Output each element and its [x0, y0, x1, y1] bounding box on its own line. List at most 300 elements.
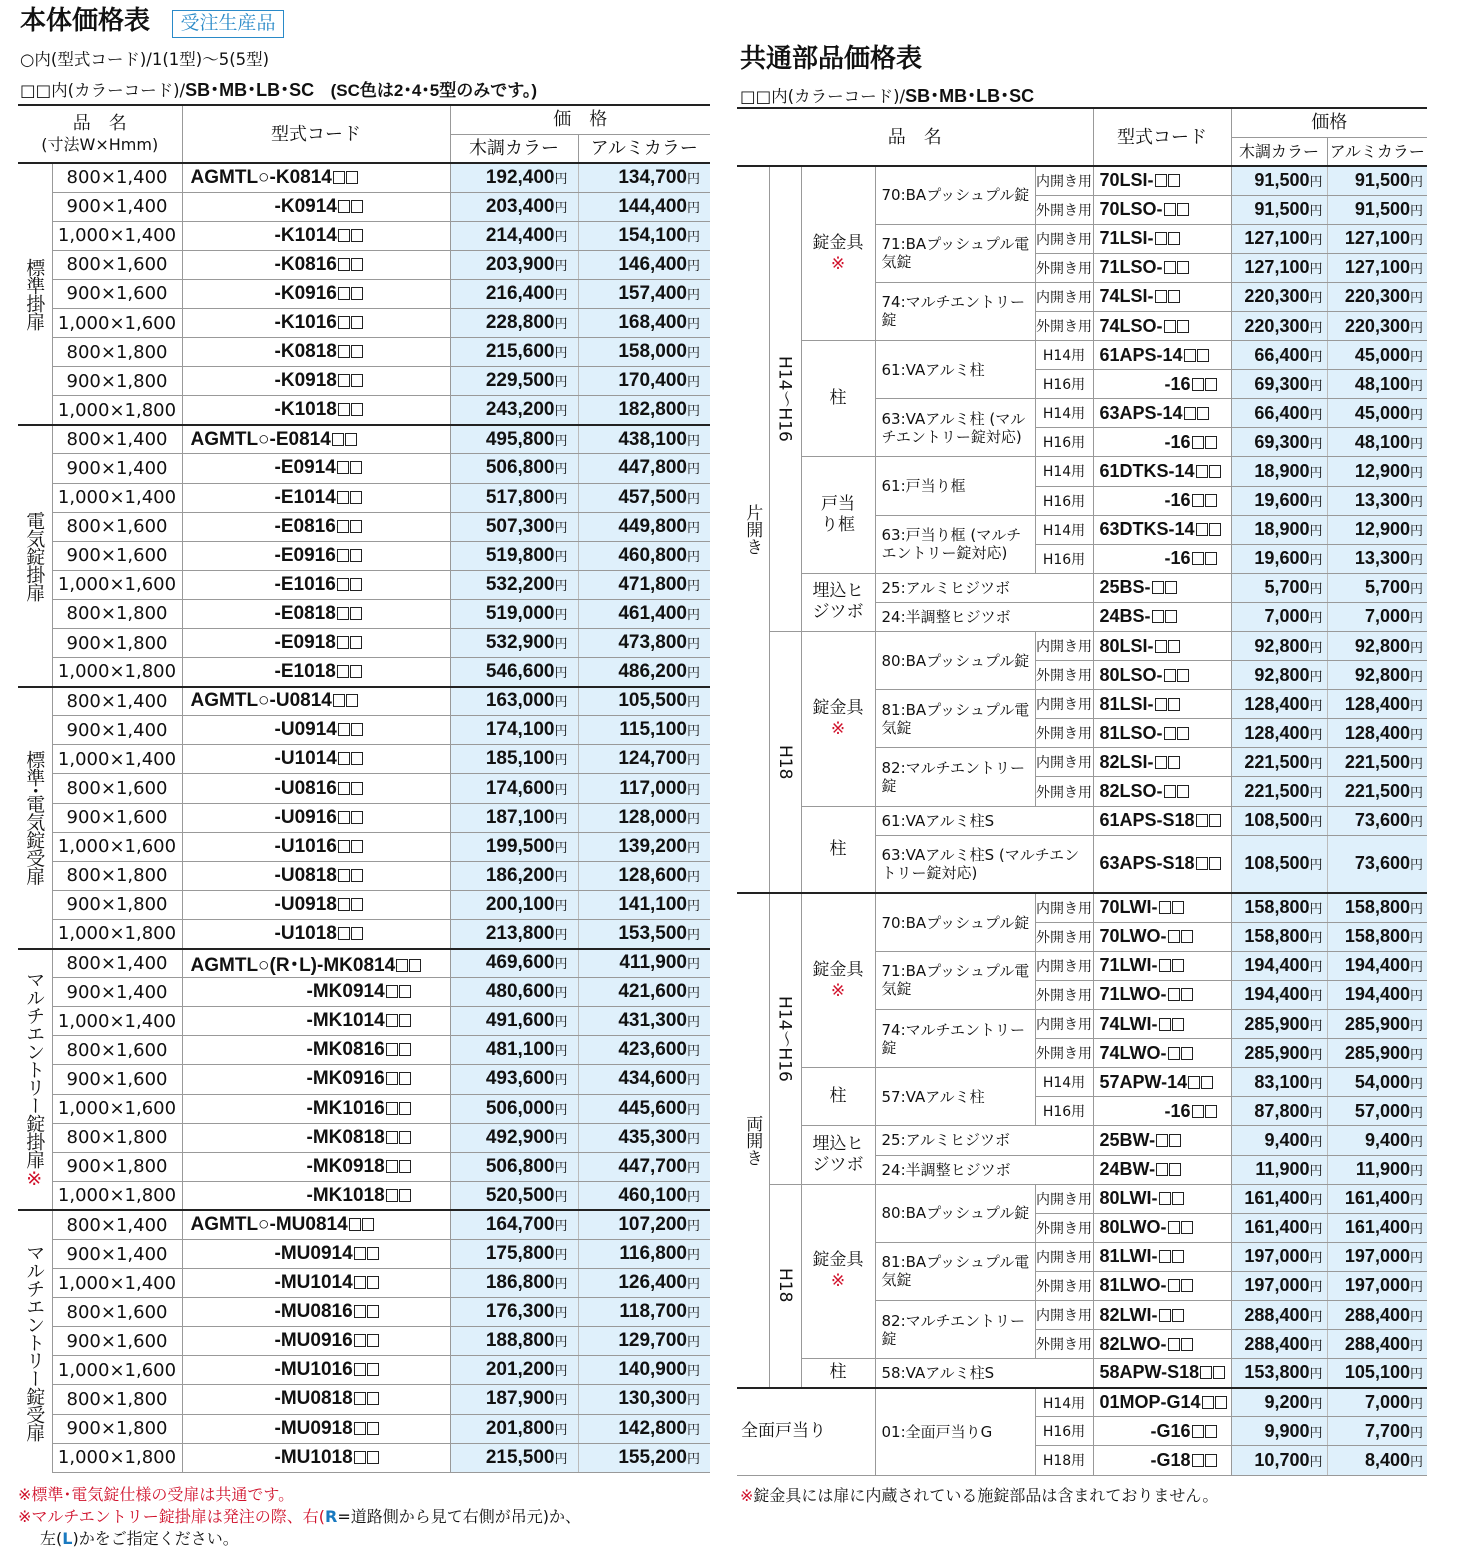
alum-price-cell: [1327, 1039, 1427, 1068]
type-code-cell: [1093, 544, 1231, 573]
price-value: 69,300: [1254, 431, 1310, 452]
alum-price-cell: [1327, 835, 1427, 893]
type-code-cell: [182, 978, 450, 1007]
type-code-cell: [1093, 253, 1231, 282]
wood-price-cell: [450, 949, 578, 978]
price-value: 127,100: [1344, 228, 1410, 249]
yen-unit: 円: [1409, 1017, 1423, 1033]
wood-price-cell: [450, 1269, 578, 1298]
category-label: [18, 687, 52, 949]
part-name: 01:全面戸当りG: [875, 1388, 1035, 1475]
color-code-box: [1172, 1309, 1184, 1322]
yen-unit: 円: [1309, 1017, 1323, 1033]
alum-price-cell: [1327, 253, 1427, 282]
size-cell: 1,000×1,800: [52, 1181, 182, 1210]
alum-price-cell: [1327, 1184, 1427, 1213]
lock-label: 錠金具: [812, 697, 864, 718]
wood-price-cell: [1231, 1359, 1327, 1388]
wood-price-cell: [1231, 922, 1327, 951]
color-code-box: [354, 1422, 366, 1435]
part-name: 61:VAアルミ柱S: [875, 806, 1093, 835]
yen-unit: 円: [554, 228, 568, 244]
size-cell: 800×1,800: [52, 1385, 182, 1414]
type-code-cell: [182, 483, 450, 512]
price-value: 12,900: [1354, 460, 1410, 481]
color-code-box: [1172, 901, 1184, 914]
wood-price-cell: [1231, 486, 1327, 515]
price-value: 158,800: [1344, 897, 1410, 918]
type-code-cell: [1093, 748, 1231, 777]
price-value: 128,400: [1244, 722, 1310, 743]
yen-unit: 円: [1309, 435, 1323, 451]
type-code-cell: [182, 1298, 450, 1327]
size-cell: 1,000×1,600: [52, 1094, 182, 1123]
price-value: 481,100: [485, 1039, 555, 1061]
table-row: [18, 687, 710, 716]
yen-unit: 円: [687, 577, 701, 593]
parts-row: [737, 893, 1427, 922]
size-cell: 800×1,400: [52, 163, 182, 192]
price-value: 188,800: [485, 1330, 555, 1352]
price-value: 175,800: [485, 1243, 555, 1265]
price-value: 9,900: [1264, 1420, 1310, 1441]
wood-price-cell: [450, 483, 578, 512]
table-row: [18, 716, 710, 745]
type-code-cell: [182, 1239, 450, 1268]
yen-unit: 円: [554, 810, 568, 826]
code-text: 80LSI-: [1099, 635, 1154, 656]
color-code-box: [1192, 494, 1204, 507]
price-value: 186,800: [485, 1272, 555, 1294]
yen-unit: 円: [554, 577, 568, 593]
color-code-box: [399, 1160, 411, 1173]
table-row: [18, 919, 710, 948]
wood-price-cell: [1231, 166, 1327, 195]
col-alum-color: アルミカラー: [578, 134, 710, 163]
yen-unit: 円: [687, 1276, 701, 1292]
color-code-box: [1164, 669, 1176, 682]
code-suffix: -MU0814: [269, 1214, 348, 1236]
size-cell: 900×1,800: [52, 629, 182, 658]
body-price-table: [18, 104, 710, 1473]
code-text: 24BW-: [1099, 1159, 1156, 1180]
color-code-box: [346, 171, 358, 184]
code-suffix: -E0916: [274, 544, 336, 566]
alum-price-cell: [1327, 690, 1427, 719]
type-code-cell: [182, 1152, 450, 1181]
color-code-box: [1165, 610, 1177, 623]
color-code-box: [351, 898, 363, 911]
size-cell: 1,000×1,400: [52, 745, 182, 774]
table-row: [18, 1356, 710, 1385]
alum-price-cell: [578, 861, 710, 890]
price-value: 11,900: [1255, 1159, 1310, 1180]
price-value: 69,300: [1254, 373, 1310, 394]
code-text: 71LSO-: [1099, 257, 1163, 278]
sub-label: 外開き用: [1035, 661, 1093, 690]
yen-unit: 円: [554, 636, 568, 652]
price-value: 115,100: [619, 719, 687, 741]
price-value: 18,900: [1254, 519, 1310, 540]
type-code-cell: [1093, 457, 1231, 486]
color-code-box: [1192, 378, 1204, 391]
price-value: 8,400: [1364, 1449, 1410, 1470]
zenmen-label: 全面戸当り: [737, 1388, 875, 1475]
alum-price-cell: [578, 308, 710, 337]
yen-unit: 円: [687, 781, 701, 797]
color-code-box: [409, 959, 421, 972]
wood-price-cell: [1231, 719, 1327, 748]
size-cell: 900×1,600: [52, 1065, 182, 1094]
price-value: 158,800: [1344, 926, 1410, 947]
price-value: 141,100: [618, 893, 687, 915]
table-row: [18, 1036, 710, 1065]
wood-price-cell: [450, 1152, 578, 1181]
price-value: 157,400: [618, 282, 687, 304]
price-value: 57,000: [1354, 1100, 1410, 1121]
type-code-cell: [1093, 486, 1231, 515]
color-code-box: [333, 171, 345, 184]
price-value: 221,500: [1244, 751, 1310, 772]
wood-price-cell: [1231, 893, 1327, 922]
code-text: 58APW-S18: [1099, 1362, 1200, 1383]
color-code-box: [1172, 1250, 1184, 1263]
table-row: [18, 541, 710, 570]
lock-label: 錠金具: [812, 232, 864, 253]
wood-price-cell: [1231, 253, 1327, 282]
type-code-cell: [1093, 1330, 1231, 1359]
alum-price-cell: [1327, 1330, 1427, 1359]
part-name: 70:BAプッシュプル錠: [875, 893, 1035, 951]
color-code-box: [1169, 1163, 1181, 1176]
alum-price-cell: [1327, 922, 1427, 951]
code-text: 80LWO-: [1099, 1217, 1167, 1238]
yen-unit: 円: [687, 1421, 701, 1437]
code-suffix: -MK1014: [306, 1010, 385, 1032]
wood-price-cell: [450, 1443, 578, 1472]
yen-unit: 円: [554, 286, 568, 302]
color-code-box: [367, 1247, 379, 1260]
yen-unit: 円: [554, 1421, 568, 1437]
wood-price-cell: [1231, 1388, 1327, 1417]
yen-unit: 円: [554, 1305, 568, 1321]
right-footnote: ※錠金具には扉に内蔵されている施錠部品は含まれておりません。: [740, 1486, 1219, 1505]
yen-unit: 円: [1409, 1221, 1423, 1237]
yen-unit: 円: [687, 257, 701, 273]
price-value: 285,900: [1244, 1013, 1310, 1034]
color-code-box: [367, 1392, 379, 1405]
yen-unit: 円: [554, 1101, 568, 1117]
code-suffix: -K0914: [274, 195, 337, 217]
price-value: 107,200: [618, 1214, 687, 1236]
color-code-box: [399, 1043, 411, 1056]
yen-unit: 円: [1409, 1075, 1423, 1091]
wood-price-cell: [450, 367, 578, 396]
alum-price-cell: [1327, 341, 1427, 370]
color-code-box: [337, 520, 349, 533]
alum-price-cell: [578, 1065, 710, 1094]
alum-price-cell: [578, 687, 710, 716]
part-name: 24:半調整ヒジツボ: [875, 1155, 1093, 1184]
type-code-cell: [1093, 311, 1231, 340]
color-code-box: [1215, 1396, 1227, 1409]
table-row: [18, 396, 710, 425]
price-value: 480,600: [485, 981, 555, 1003]
yen-unit: 円: [687, 1014, 701, 1030]
type-code-cell: [182, 163, 450, 192]
price-value: 285,900: [1344, 1042, 1410, 1063]
table-row: [18, 1181, 710, 1210]
code-text: 63DTKS-14: [1099, 519, 1195, 540]
price-value: 73,600: [1354, 853, 1410, 874]
code-text: 71LWO-: [1099, 984, 1167, 1005]
code-text: 81LSO-: [1099, 722, 1163, 743]
price-value: 285,900: [1244, 1042, 1310, 1063]
color-code-box: [338, 898, 350, 911]
size-cell: 1,000×1,400: [52, 221, 182, 250]
type-code-cell: [182, 1443, 450, 1472]
yen-unit: 円: [1309, 1133, 1323, 1149]
wood-price-cell: [450, 629, 578, 658]
yen-unit: 円: [687, 519, 701, 535]
parts-row: [737, 1184, 1427, 1213]
yen-unit: 円: [554, 752, 568, 768]
table-row: [18, 1007, 710, 1036]
alum-price-cell: [1327, 195, 1427, 224]
price-value: 421,600: [618, 981, 687, 1003]
yen-unit: 円: [554, 1188, 568, 1204]
alum-price-cell: [578, 338, 710, 367]
yen-unit: 円: [687, 810, 701, 826]
wood-price-cell: [450, 832, 578, 861]
alum-price-cell: [578, 1298, 710, 1327]
color-code-box: [1164, 785, 1176, 798]
post-label: 柱: [829, 1086, 847, 1107]
price-value: 457,500: [618, 486, 687, 508]
color-code-box: [367, 1422, 379, 1435]
color-code-box: [1155, 174, 1167, 187]
size-cell: 800×1,400: [52, 425, 182, 454]
color-code-box: [354, 1305, 366, 1318]
price-value: 73,600: [1354, 810, 1410, 831]
part-name: 82:マルチエントリー錠: [875, 748, 1035, 806]
color-code-box: [1192, 552, 1204, 565]
price-value: 134,700: [618, 166, 687, 188]
door-type-label: 片開き: [737, 166, 769, 893]
color-code-box: [1201, 1076, 1213, 1089]
price-value: 7,000: [1364, 606, 1410, 627]
color-code-box: [386, 1102, 398, 1115]
color-code-box: [1155, 232, 1167, 245]
yen-unit: 円: [554, 1072, 568, 1088]
alum-price-cell: [578, 367, 710, 396]
price-value: 7,000: [1264, 606, 1310, 627]
size-cell: 800×1,800: [52, 599, 182, 628]
yen-unit: 円: [554, 1450, 568, 1466]
part-name: 71:BAプッシュプル電気錠: [875, 951, 1035, 1009]
yen-unit: 円: [687, 286, 701, 302]
wood-price-cell: [450, 163, 578, 192]
code-text: -16: [1164, 373, 1191, 394]
alum-price-cell: [1327, 399, 1427, 428]
size-cell: 1,000×1,800: [52, 658, 182, 687]
sub-label: 外開き用: [1035, 1271, 1093, 1300]
type-code-cell: [182, 774, 450, 803]
wood-price-cell: [450, 1239, 578, 1268]
price-value: 127,100: [1344, 257, 1410, 278]
yen-unit: 円: [687, 1392, 701, 1408]
wood-price-cell: [1231, 1242, 1327, 1271]
type-code-note: ○内(型式コード)/1(1型)〜5(5型): [20, 50, 270, 69]
yen-unit: 円: [1409, 610, 1423, 626]
yen-unit: 円: [554, 868, 568, 884]
height-range-label: H14〜H16: [769, 893, 801, 1184]
color-code-box: [350, 578, 362, 591]
price-value: 460,100: [618, 1184, 687, 1206]
price-value: 54,000: [1354, 1071, 1410, 1092]
alum-price-cell: [578, 1152, 710, 1181]
price-value: 187,900: [485, 1388, 555, 1410]
alum-price-cell: [578, 745, 710, 774]
wood-price-cell: [1231, 951, 1327, 980]
yen-unit: 円: [554, 723, 568, 739]
price-value: 288,400: [1344, 1333, 1410, 1354]
size-cell: 1,000×1,800: [52, 396, 182, 425]
yen-unit: 円: [554, 548, 568, 564]
yen-unit: 円: [687, 664, 701, 680]
col-wood-color: 木調カラー: [450, 134, 578, 163]
yen-unit: 円: [1309, 1192, 1323, 1208]
type-code-cell: [182, 1065, 450, 1094]
color-code-box: [337, 491, 349, 504]
table-row: [18, 861, 710, 890]
price-value: 460,800: [618, 544, 687, 566]
color-code-box: [399, 1189, 411, 1202]
code-prefix: AGMTL○: [190, 690, 270, 712]
color-code-box: [1181, 1279, 1193, 1292]
price-value: 7,700: [1364, 1420, 1410, 1441]
table-row: [18, 1210, 710, 1239]
price-value: 128,400: [1244, 693, 1310, 714]
color-code-box: [338, 869, 350, 882]
sub-label: 外開き用: [1035, 1213, 1093, 1242]
price-value: 161,400: [1244, 1217, 1310, 1238]
yen-unit: 円: [687, 839, 701, 855]
sub-label: H14用: [1035, 1388, 1093, 1417]
category-text: マルチエントリー錠受扉: [23, 1242, 46, 1441]
color-code-box: [351, 811, 363, 824]
type-code-cell: [182, 1210, 450, 1239]
yen-unit: 円: [554, 1159, 568, 1175]
color-code-box: [367, 1451, 379, 1464]
type-code-cell: [1093, 1213, 1231, 1242]
wood-price-cell: [1231, 1417, 1327, 1446]
wood-price-cell: [1231, 1010, 1327, 1039]
type-code-cell: [1093, 1359, 1231, 1388]
yen-unit: 円: [554, 170, 568, 186]
color-code-box: [354, 1276, 366, 1289]
price-value: 168,400: [618, 312, 687, 334]
yen-unit: 円: [1309, 464, 1323, 480]
yen-unit: 円: [1309, 930, 1323, 946]
yen-unit: 円: [1309, 959, 1323, 975]
yen-unit: 円: [1409, 319, 1423, 335]
size-cell: 1,000×1,600: [52, 308, 182, 337]
lock-label: 錠金具: [812, 959, 864, 980]
yen-unit: 円: [1409, 1308, 1423, 1324]
wood-price-cell: [1231, 195, 1327, 224]
type-code-cell: [182, 541, 450, 570]
yen-unit: 円: [1309, 581, 1323, 597]
alum-price-cell: [578, 396, 710, 425]
table-row: [18, 1327, 710, 1356]
yen-unit: 円: [554, 1276, 568, 1292]
price-value: 9,200: [1264, 1392, 1310, 1413]
price-value: 517,800: [485, 486, 555, 508]
table-row: [18, 1152, 710, 1181]
price-value: 140,900: [618, 1359, 687, 1381]
alum-price-cell: [578, 1385, 710, 1414]
yen-unit: 円: [1309, 406, 1323, 422]
color-code-box: [1213, 1366, 1225, 1379]
price-value: 192,400: [485, 166, 555, 188]
table-row: [18, 745, 710, 774]
yen-unit: 円: [1309, 523, 1323, 539]
yen-unit: 円: [687, 1101, 701, 1117]
yen-unit: 円: [687, 1305, 701, 1321]
yen-unit: 円: [687, 752, 701, 768]
size-cell: 1,000×1,400: [52, 1269, 182, 1298]
color-code-box: [1181, 988, 1193, 1001]
alum-price-cell: [578, 454, 710, 483]
type-code-cell: [1093, 224, 1231, 253]
color-code-box: [1164, 727, 1176, 740]
yen-unit: 円: [1309, 494, 1323, 510]
price-value: 506,000: [485, 1097, 555, 1119]
r-col-type-code: 型式コード: [1093, 108, 1231, 166]
yen-unit: 円: [1309, 1366, 1323, 1382]
yen-unit: 円: [687, 432, 701, 448]
code-suffix: -MU1018: [274, 1446, 353, 1468]
parts-row: [737, 573, 1427, 602]
price-value: 19,600: [1254, 490, 1310, 511]
color-code-box: [351, 316, 363, 329]
sub-label: H14用: [1035, 399, 1093, 428]
color-code-box: [1168, 756, 1180, 769]
code-suffix: -MU0818: [274, 1388, 353, 1410]
yen-unit: 円: [687, 1130, 701, 1146]
type-code-cell: [182, 512, 450, 541]
umekomi-label: 埋込ヒジツボ: [812, 581, 864, 623]
size-cell: 900×1,800: [52, 367, 182, 396]
yen-unit: 円: [554, 374, 568, 390]
color-code-box: [1205, 1454, 1217, 1467]
part-name: 82:マルチエントリー錠: [875, 1300, 1035, 1358]
size-cell: 900×1,800: [52, 1414, 182, 1443]
size-cell: 1,000×1,600: [52, 1356, 182, 1385]
wood-price-cell: [450, 454, 578, 483]
post-label: 柱: [829, 838, 847, 859]
color-code-box: [386, 1189, 398, 1202]
sub-label: 内開き用: [1035, 282, 1093, 311]
code-text: -16: [1164, 1100, 1191, 1121]
price-value: 199,500: [485, 835, 555, 857]
color-code-box: [1159, 901, 1171, 914]
yen-unit: 円: [687, 1247, 701, 1263]
yen-unit: 円: [687, 694, 701, 710]
price-value: 492,900: [485, 1126, 555, 1148]
yen-unit: 円: [687, 636, 701, 652]
